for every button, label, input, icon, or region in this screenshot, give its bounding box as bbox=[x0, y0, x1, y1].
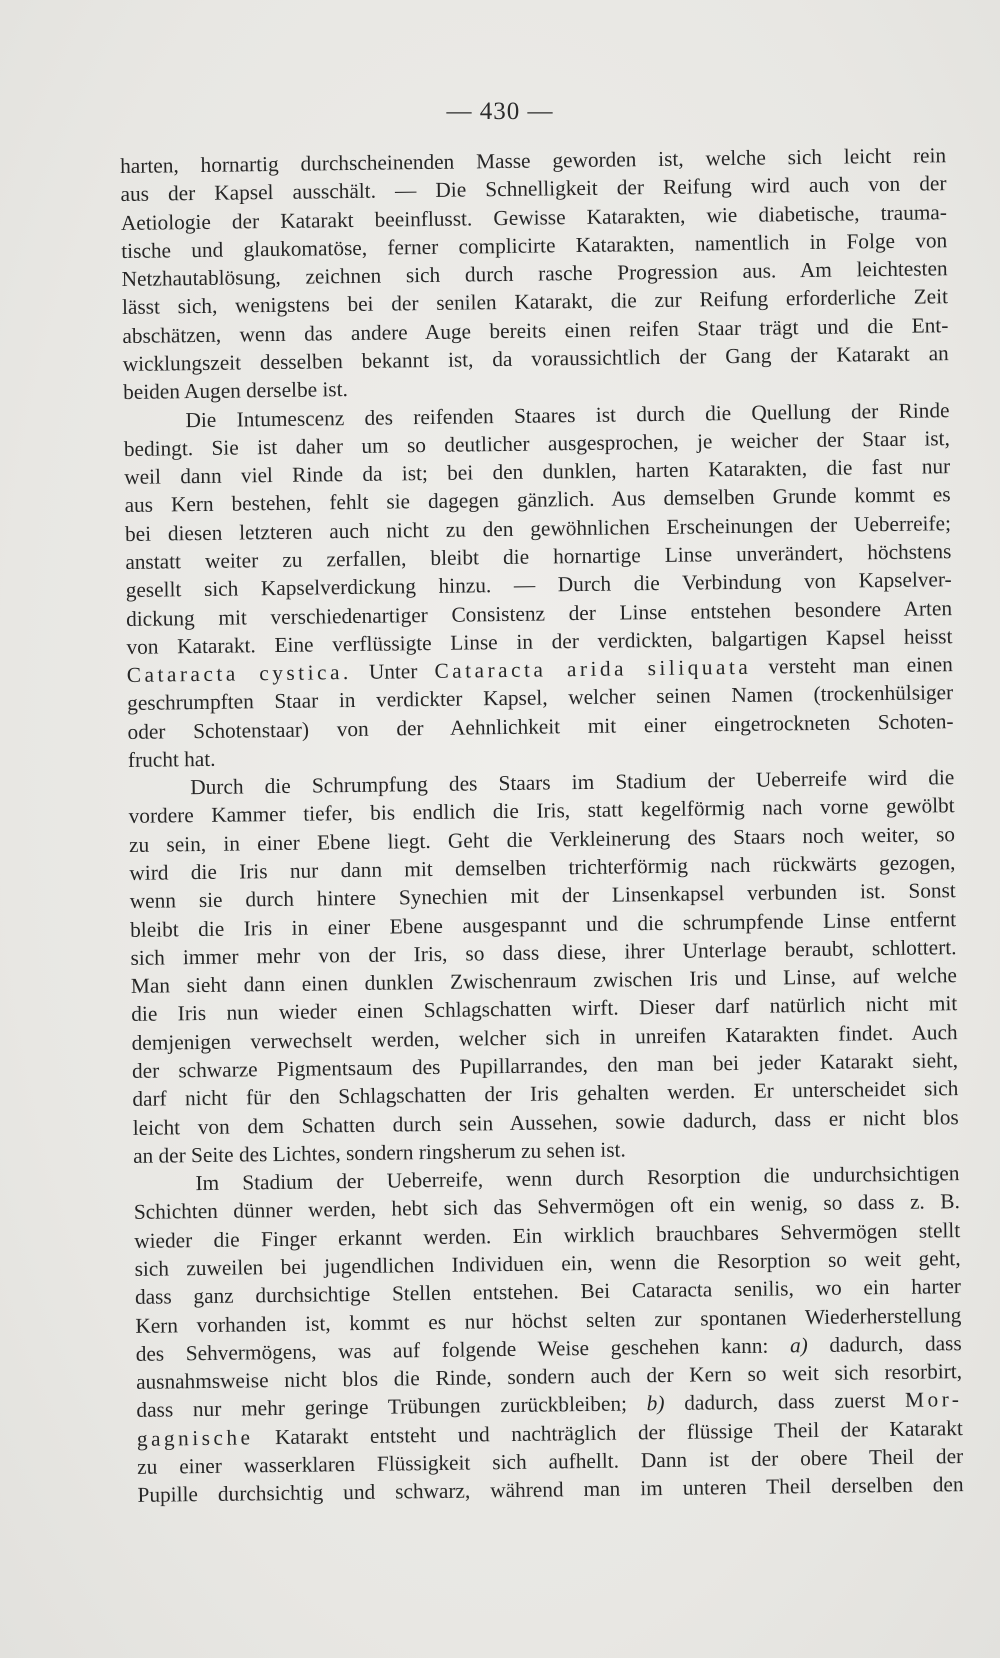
text-line: an der Seite des Lichtes, sondern ringsherum zu sehen ist. bbox=[132, 1137, 626, 1168]
text-fragment: dadurch, dass bbox=[807, 1330, 962, 1357]
text-line: zu sein, in einer Ebene liegt. Geht die Verkleinerung des Staars noch weiter, so bbox=[128, 821, 956, 857]
text-line: oder Schotenstaar) von der Aehnlichkeit mit einer eingetrockneten Schoten- bbox=[127, 708, 954, 744]
text-line: Man sieht dann einen dunklen Zwischenraum zwischen Iris und Linse, auf welche bbox=[130, 963, 958, 999]
text-line: bleibt die Iris in einer Ebene ausgespannt und die schrumpfende Linse entfernt bbox=[130, 906, 957, 942]
text-line: lässt sich, wenigstens bei der senilen Katarakt, die zur Reifung erforderliche Zeit bbox=[121, 284, 949, 320]
text-fragment: Katarakt entsteht und nachträglich der flüssige Theil der Katarakt bbox=[253, 1415, 963, 1450]
text-line: demjenigen verwechselt werden, welcher sich in unreifen Katarakten findet. Auch bbox=[131, 1019, 958, 1055]
text-line: wird die Iris nur dann mit demselben trichterförmig nach rückwärts gezogen, bbox=[129, 850, 956, 885]
text-line: Schichten dünner werden, hebt sich das Sehvermögen oft ein wenig, so dass z. B. bbox=[133, 1189, 960, 1225]
text-line: sich immer mehr von der Iris, so dass diese, ihrer Unterlage beraubt, schlottert. bbox=[130, 934, 957, 970]
text-line: geschrumpften Staar in verdickter Kapsel, welcher seinen Namen (trockenhülsiger bbox=[127, 680, 954, 716]
text-line: der schwarze Pigmentsaum des Pupillarrandes, den man bei jeder Katarakt sieht, bbox=[131, 1048, 959, 1083]
text-fragment: des Sehvermögens, was auf folgende Weise geschehen kann: bbox=[135, 1333, 791, 1366]
text-line: aus der Kapsel ausschält. — Die Schnelligkeit der Reifung wird auch von der bbox=[120, 171, 947, 207]
text-line: dass ganz durchsichtige Stellen entstehen. Bei Cataracta senilis, wo ein harter bbox=[134, 1274, 962, 1310]
text-line: Die Intumescenz des reifenden Staares ist durch die Quellung der Rinde bbox=[185, 397, 950, 432]
text-line: Aetiologie der Katarakt beeinflusst. Gewisse Katarakten, wie diabetische, trauma- bbox=[120, 199, 948, 235]
text-line: Pupille durchsichtig und schwarz, während man im unteren Theil derselben den bbox=[137, 1472, 964, 1508]
paragraph-1 bbox=[120, 141, 949, 406]
text-line: tische und glaukomatöse, ferner complicirte Katarakten, namentlich in Folge von bbox=[121, 228, 948, 263]
text-line: frucht hat. bbox=[127, 746, 216, 772]
text-fragment: versteht man einen bbox=[751, 652, 953, 679]
text-line: weil dann viel Rinde da ist; bei den dunklen, harten Katarakten, die fast nur bbox=[124, 454, 951, 490]
text-line: die Iris nun wieder einen Schlagschatten wirft. Dieser darf natürlich nicht mit bbox=[131, 991, 958, 1027]
text-line: von Katarakt. Eine verflüssigte Linse in der verdickten, balgartigen Kapsel heisst bbox=[126, 623, 953, 659]
text-line: gesellt sich Kapselverdickung hinzu. — Durch die Verbindung von Kapselver- bbox=[125, 567, 952, 603]
text-line: beiden Augen derselbe ist. bbox=[122, 377, 349, 405]
text-line: dickung mit verschiedenartiger Consistenz der Linse entstehen besondere Arten bbox=[125, 595, 953, 631]
body-text bbox=[120, 141, 964, 1509]
text-line: vordere Kammer tiefer, bis endlich die Iris, statt kegelförmig nach vorne gewölbt bbox=[128, 793, 955, 829]
text-fragment: Unter bbox=[351, 658, 435, 685]
text-line: Im Stadium der Ueberreife, wenn durch Resorption die undurchsichtigen bbox=[195, 1161, 960, 1196]
text-line: ausnahmsweise nicht blos die Rinde, sondern auch der Kern so weit sich resorbirt, bbox=[135, 1359, 963, 1394]
term-cataracta-arida-siliquata: Cataracta arida siliquata bbox=[434, 654, 752, 683]
text-line: Durch die Schrumpfung des Staars im Stadium der Ueberreife wird die bbox=[190, 765, 955, 800]
text-line: bedingt. Sie ist daher um so deutlicher ausgesprochen, je weicher der Staar ist, bbox=[123, 425, 950, 461]
list-marker-b: b) bbox=[646, 1391, 665, 1416]
paragraph-4 bbox=[133, 1159, 963, 1509]
text-fragment: dass nur mehr geringe Trübungen zurückbleiben; bbox=[136, 1391, 647, 1423]
text-line: Kern vorhanden ist, kommt es nur höchst selten zur spontanen Wiederherstellung bbox=[135, 1302, 962, 1338]
text-line: wenn sie durch hintere Synechien mit der Linsenkapsel verbunden ist. Sonst bbox=[129, 878, 956, 914]
text-line: abschätzen, wenn das andere Auge bereits einen reifen Staar trägt und die Ent- bbox=[122, 312, 949, 348]
text-fragment: dadurch, dass zuerst bbox=[664, 1388, 906, 1416]
text-line: harten, hornartig durchscheinenden Masse geworden ist, welche sich leicht rein bbox=[120, 143, 947, 178]
text-line: zu einer wasserklaren Flüssigkeit sich aufhellt. Dann ist der obere Theil der bbox=[137, 1444, 964, 1479]
text-line: darf nicht für den Schlagschatten der Iris gehalten werden. Er unterscheidet sich bbox=[132, 1076, 959, 1112]
page-number: — 430 — bbox=[446, 98, 554, 125]
text-line: wieder die Finger erkannt werden. Ein wirklich brauchbares Sehvermögen stellt bbox=[134, 1217, 961, 1253]
text-line: bei diesen letzteren auch nicht zu den gewöhnlichen Erscheinungen der Ueberreife; bbox=[124, 510, 952, 546]
term-morgagnische: Mor- bbox=[904, 1387, 963, 1413]
term-cataracta-cystica: Cataracta cystica. bbox=[126, 660, 352, 688]
text-line: leicht von dem Schatten durch sein Aussehen, sowie dadurch, dass er nicht blos bbox=[132, 1104, 959, 1140]
text-line: Netzhautablösung, zeichnen sich durch rasche Progression aus. Am leichtesten bbox=[121, 256, 948, 292]
text-line: sich zuweilen bei jugendlichen Individuen ein, wenn die Resorption so weit geht, bbox=[134, 1246, 961, 1281]
paragraph-3 bbox=[128, 763, 959, 1170]
text-line: wicklungszeit desselben bekannt ist, da voraussichtlich der Gang der Katarakt an bbox=[122, 341, 949, 376]
text-line: aus Kern bestehen, fehlt sie dagegen gänzlich. Aus demselben Grunde kommt es bbox=[124, 482, 951, 518]
text-line: anstatt weiter zu zerfallen, bleibt die hornartige Linse unverändert, höchstens bbox=[125, 539, 952, 574]
list-marker-a: a) bbox=[789, 1332, 808, 1358]
term-morgagnische-cont: gagnische bbox=[136, 1425, 254, 1451]
paragraph-2 bbox=[123, 396, 954, 774]
